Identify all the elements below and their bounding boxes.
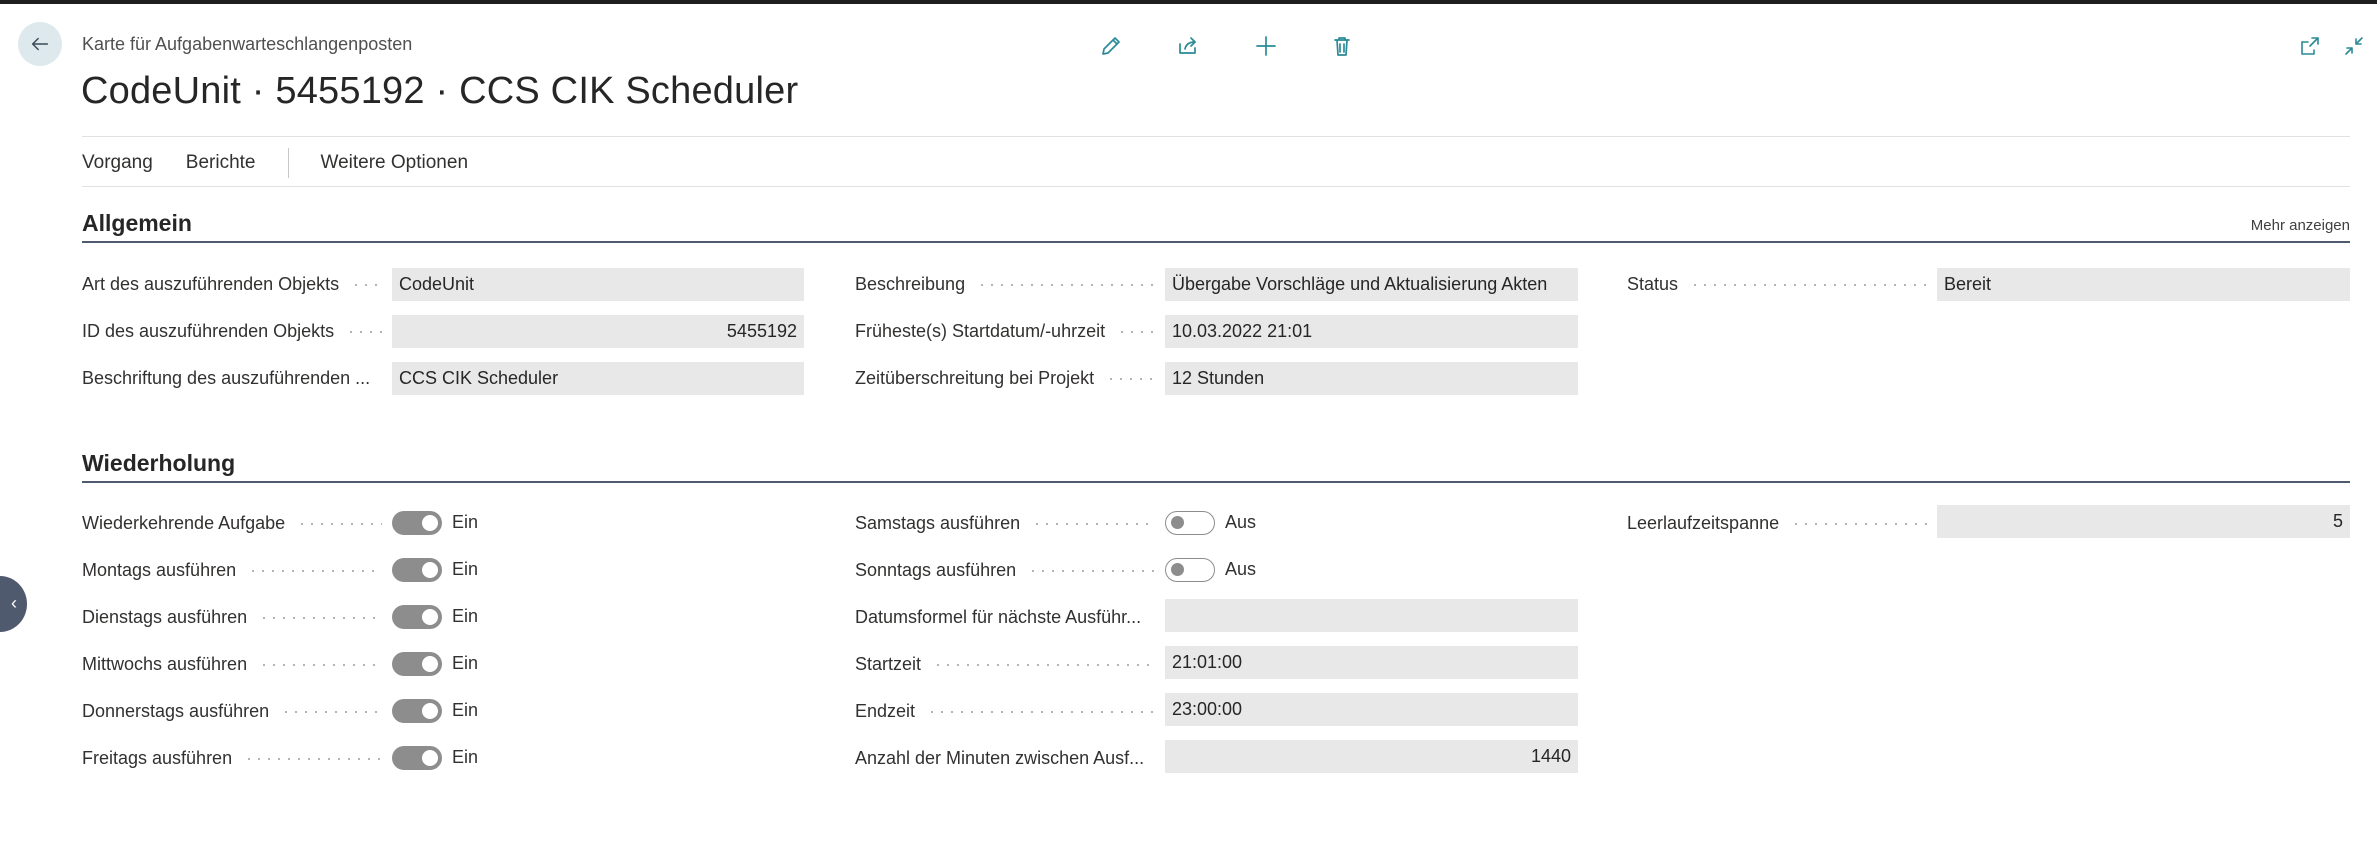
leader-dots xyxy=(1791,523,1927,525)
field-label-text: Datumsformel für nächste Ausführ... xyxy=(855,607,1142,627)
leader-dots xyxy=(1117,331,1155,333)
edit-button[interactable] xyxy=(1095,30,1127,62)
field-label xyxy=(82,701,382,722)
arrow-left-icon xyxy=(29,33,51,55)
field-label-text: Freitags ausführen xyxy=(82,748,233,768)
toggle-state-text: Ein xyxy=(452,653,479,673)
leader-dots xyxy=(977,284,1155,286)
leader-dots xyxy=(244,758,382,760)
open-new-window-icon xyxy=(2298,34,2322,58)
field-label xyxy=(82,607,382,628)
field-label-text: Sonntags ausführen xyxy=(855,560,1017,580)
field-label xyxy=(82,513,382,534)
show-more-link[interactable]: Mehr anzeigen xyxy=(2250,217,2350,234)
field-label xyxy=(82,368,382,389)
leader-dots xyxy=(1032,523,1155,525)
toggle-state-text: Ein xyxy=(452,747,479,767)
collapse-icon xyxy=(2342,34,2366,58)
leader-dots xyxy=(248,570,382,572)
field-label xyxy=(855,321,1155,342)
field-label-text: Endzeit xyxy=(855,701,916,721)
page-title: CodeUnit · 5455192 · CCS CIK Scheduler xyxy=(81,70,799,112)
field-label xyxy=(855,701,1155,722)
leader-dots xyxy=(259,617,382,619)
field-label xyxy=(82,321,382,342)
leerlaufzeitspanne-field[interactable]: 5 xyxy=(1937,505,2350,538)
delete-button[interactable] xyxy=(1326,30,1358,62)
leader-dots xyxy=(933,664,1155,666)
toggle-state-text: Aus xyxy=(1225,559,1257,579)
startzeit-field[interactable]: 21:01:00 xyxy=(1165,646,1578,679)
startdatum-field[interactable]: 10.03.2022 21:01 xyxy=(1165,315,1578,348)
leader-dots xyxy=(281,711,382,713)
freitag-toggle[interactable] xyxy=(392,746,442,770)
leader-dots xyxy=(1690,284,1927,286)
action-bar xyxy=(82,150,468,176)
field-label-text: Startzeit xyxy=(855,654,922,674)
minuten-field[interactable]: 1440 xyxy=(1165,740,1578,773)
field-label xyxy=(855,513,1155,534)
section-divider xyxy=(82,481,2350,483)
toggle-knob xyxy=(422,562,438,578)
leader-dots xyxy=(346,331,382,333)
field-label-text: Dienstags ausführen xyxy=(82,607,248,627)
samstag-toggle[interactable] xyxy=(1165,511,1215,535)
beschreibung-field[interactable]: Übergabe Vorschläge und Aktualisierung Akten xyxy=(1165,268,1578,301)
toggle-state-text: Ein xyxy=(452,512,479,532)
art-field[interactable]: CodeUnit xyxy=(392,268,804,301)
field-label xyxy=(82,560,382,581)
beschriftung-field[interactable]: CCS CIK Scheduler xyxy=(392,362,804,395)
leader-dots xyxy=(1028,570,1155,572)
leader-dots xyxy=(259,664,382,666)
field-label xyxy=(855,748,1155,769)
leader-dots xyxy=(927,711,1155,713)
status-field[interactable]: Bereit xyxy=(1937,268,2350,301)
toggle-state-text: Ein xyxy=(452,559,479,579)
zeitueberschreitung-field[interactable]: 12 Stunden xyxy=(1165,362,1578,395)
field-label-text: Zeitüberschreitung bei Projekt xyxy=(855,368,1095,388)
page-caption: Karte für Aufgabenwarteschlangenposten xyxy=(82,34,413,54)
open-new-window-button[interactable] xyxy=(2294,30,2326,62)
chevron-left-icon: ‹ xyxy=(11,593,17,613)
toggle-state-text: Ein xyxy=(452,700,479,720)
field-label-text: Art des auszuführenden Objekts xyxy=(82,274,340,294)
section-divider xyxy=(82,241,2350,243)
share-button[interactable] xyxy=(1172,30,1204,62)
field-label-text: Samstags ausführen xyxy=(855,513,1021,533)
field-label-text: Früheste(s) Startdatum/-uhrzeit xyxy=(855,321,1106,341)
field-label-text: Anzahl der Minuten zwischen Ausf... xyxy=(855,748,1145,768)
toggle-knob xyxy=(422,750,438,766)
toggle-knob xyxy=(422,656,438,672)
field-label xyxy=(1627,513,1927,534)
collapse-button[interactable] xyxy=(2338,30,2370,62)
field-label xyxy=(855,560,1155,581)
field-label-text: Beschreibung xyxy=(855,274,966,294)
leader-dots xyxy=(297,523,382,525)
mittwoch-toggle[interactable] xyxy=(392,652,442,676)
field-label xyxy=(82,748,382,769)
field-label-text: Wiederkehrende Aufgabe xyxy=(82,513,286,533)
new-button[interactable] xyxy=(1250,30,1282,62)
toggle-knob xyxy=(1171,516,1184,529)
share-icon xyxy=(1176,34,1200,58)
trash-icon xyxy=(1330,34,1354,58)
toggle-state-text: Ein xyxy=(452,606,479,626)
field-label-text: Donnerstags ausführen xyxy=(82,701,270,721)
field-label-text: Mittwochs ausführen xyxy=(82,654,248,674)
field-label xyxy=(82,274,382,295)
field-label xyxy=(855,654,1155,675)
side-panel-toggle[interactable] xyxy=(0,576,27,632)
action-separator xyxy=(288,148,289,178)
field-label-text: Beschriftung des auszuführenden ... xyxy=(82,368,371,388)
datumsformel-field[interactable] xyxy=(1165,599,1578,632)
back-button[interactable] xyxy=(18,22,62,66)
field-label xyxy=(855,607,1155,628)
dienstag-toggle[interactable] xyxy=(392,605,442,629)
field-label-text: Leerlaufzeitspanne xyxy=(1627,513,1780,533)
divider xyxy=(82,136,2350,137)
section-title-allgemein[interactable]: Allgemein xyxy=(82,210,192,236)
toggle-state-text: Aus xyxy=(1225,512,1257,532)
field-label xyxy=(82,654,382,675)
field-label-text: ID des auszuführenden Objekts xyxy=(82,321,335,341)
leader-dots xyxy=(351,284,382,286)
leader-dots xyxy=(1106,378,1155,380)
toggle-knob xyxy=(422,703,438,719)
field-label-text: Status xyxy=(1627,274,1679,294)
field-label xyxy=(855,368,1155,389)
endzeit-field[interactable]: 23:00:00 xyxy=(1165,693,1578,726)
edit-icon xyxy=(1099,34,1123,58)
toggle-knob xyxy=(422,515,438,531)
id-field[interactable]: 5455192 xyxy=(392,315,804,348)
sonntag-toggle[interactable] xyxy=(1165,558,1215,582)
action-vorgang[interactable]: Vorgang xyxy=(82,152,153,173)
section-title-wiederholung[interactable]: Wiederholung xyxy=(82,450,236,476)
field-label xyxy=(855,274,1155,295)
toggle-knob xyxy=(1171,563,1184,576)
plus-icon xyxy=(1254,34,1278,58)
window-top-border xyxy=(0,0,2377,4)
field-label-text: Montags ausführen xyxy=(82,560,237,580)
wiederkehrend-toggle[interactable] xyxy=(392,511,442,535)
action-weitere-optionen[interactable]: Weitere Optionen xyxy=(320,152,469,173)
montag-toggle[interactable] xyxy=(392,558,442,582)
field-label xyxy=(1627,274,1927,295)
donnerstag-toggle[interactable] xyxy=(392,699,442,723)
divider xyxy=(82,186,2350,187)
action-berichte[interactable]: Berichte xyxy=(185,152,256,173)
toggle-knob xyxy=(422,609,438,625)
